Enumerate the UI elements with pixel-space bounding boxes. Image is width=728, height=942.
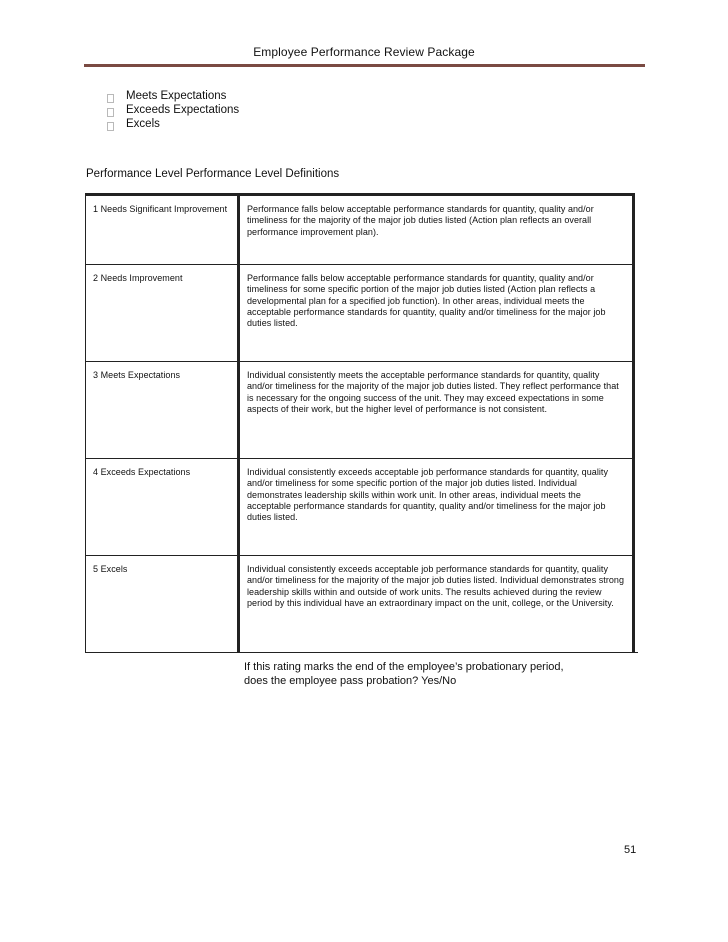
table-row xyxy=(86,556,634,653)
performance-level-table xyxy=(85,193,635,653)
level-cell: 4 Exceeds Expectations xyxy=(86,459,239,556)
checklist-item-label: Excels xyxy=(126,118,160,130)
checklist-item-exceeds xyxy=(107,103,239,117)
definition-cell: Performance falls below acceptable performance standards for quantity, quality and/or timeliness for the majority of the major job duties listed (Action plan reflects an overall performance improvement plan). xyxy=(239,195,634,265)
page-title: Employee Performance Review Package xyxy=(253,45,475,59)
probation-question: If this rating marks the end of the employee’s probationary period, does the employee pass probation? Yes/No xyxy=(244,661,564,687)
checklist-item-excels xyxy=(107,117,239,131)
checkbox-icon[interactable] xyxy=(107,122,114,131)
definition-cell: Individual consistently meets the acceptable performance standards for quantity, quality and/or timeliness for the majority of the major job duties listed. They reflect performance that is necessary for the ongoing success of the unit. They may exceed expectations in some aspects of their work, but the higher level of performance is not consistent. xyxy=(239,362,634,459)
level-cell: 1 Needs Significant Improvement xyxy=(86,195,239,265)
table-row xyxy=(86,459,634,556)
checklist-item-meets xyxy=(107,89,239,103)
checklist-item-label: Exceeds Expectations xyxy=(126,104,240,116)
table-bottom-divider xyxy=(85,652,638,653)
checkbox-icon[interactable] xyxy=(107,94,114,103)
definition-cell: Individual consistently exceeds acceptable job performance standards for quantity, quality and/or timeliness for some specific portion of the major job duties listed. Individual demonstrates leadership skills within work unit. In other areas, individual meets the acceptable performance standards for quantity, quality and/or timeliness for the major job duties listed. xyxy=(239,459,634,556)
table-row xyxy=(86,265,634,362)
checklist-item-label: Meets Expectations xyxy=(126,90,227,102)
definition-cell: Performance falls below acceptable performance standards for quantity, quality and/or timeliness for some specific portion of the major job duties listed (Action plan reflects a developmental plan for a specified job function). In other areas, individual meets the acceptable performance standards for quantity, quality and/or timeliness for the major job duties listed. xyxy=(239,265,634,362)
level-cell: 5 Excels xyxy=(86,556,239,653)
definition-cell: Individual consistently exceeds acceptable job performance standards for quantity, quality and/or timeliness for the majority of the major job duties listed. Individual demonstrates strong leadership skills within and outside of work units. The results achieved during the review period by this individual have an extraordinary impact on the unit, college, or the University. xyxy=(239,556,634,653)
rating-checklist xyxy=(107,89,239,131)
table-row xyxy=(86,195,634,265)
table-row xyxy=(86,362,634,459)
checkbox-icon[interactable] xyxy=(107,108,114,117)
header-divider xyxy=(84,64,645,67)
section-title: Performance Level Performance Level Definitions xyxy=(86,168,340,180)
page-number: 51 xyxy=(624,844,637,856)
level-cell: 3 Meets Expectations xyxy=(86,362,239,459)
level-cell: 2 Needs Improvement xyxy=(86,265,239,362)
